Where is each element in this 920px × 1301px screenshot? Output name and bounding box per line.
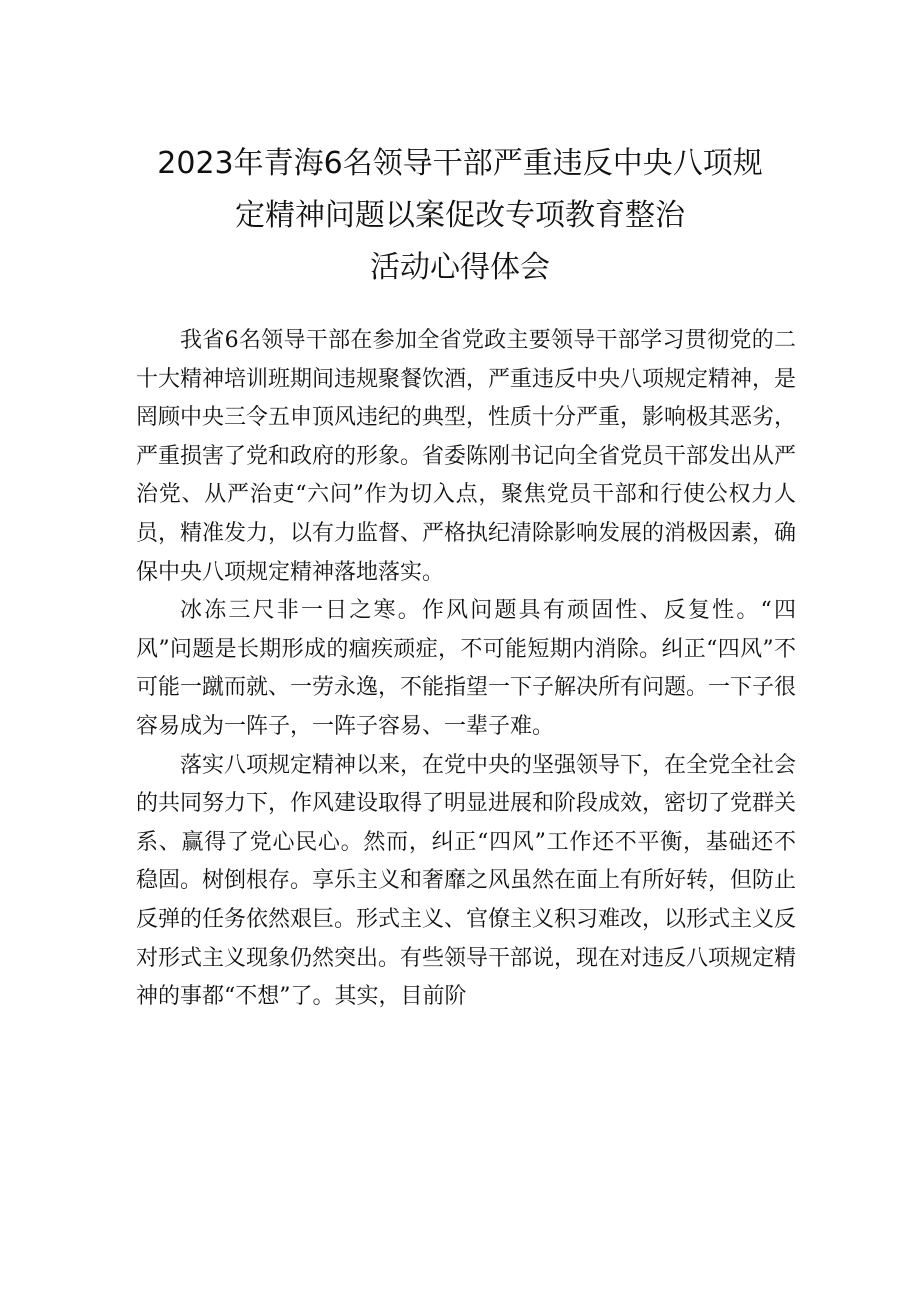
document-title	[0, 138, 920, 294]
title-line-1: 2023年青海6名领导干部严重违反中央八项规	[157, 146, 763, 181]
paragraph-2: 冰冻三尺非一日之寒。作风问题具有顽固性、反复性。“四风”问题是长期形成的痼疾顽症，不可能短期内消除。纠正“四风”不可能一蹴而就、一劳永逸，不能指望一下子解决所有问题。一下子很容易成为一阵子，一阵子容易、一辈子难。	[136, 598, 797, 739]
document-body	[136, 322, 796, 1017]
title-line-2: 定精神问题以案促改专项教育整治	[235, 198, 685, 233]
paragraph-1: 我省6名领导干部在参加全省党政主要领导干部学习贯彻党的二十大精神培训班期间违规聚餐饮酒，严重违反中央八项规定精神，是罔顾中央三令五申顶风违纪的典型，性质十分严重，影响极其恶劣，严重损害了党和政府的形象。省委陈刚书记向全省党员干部发出从严治党、从严治吏“六问”作为切入点，聚焦党员干部和行使公权力人员，精准发力，以有力监督、严格执纪清除影响发展的消极因素，确保中央八项规定精神落地落实。	[136, 328, 797, 585]
paragraph-3: 落实八项规定精神以来，在党中央的坚强领导下，在全党全社会的共同努力下，作风建设取得了明显进展和阶段成效，密切了党群关系、赢得了党心民心。然而，纠正“四风”工作还不平衡，基础还不稳固。树倒根存。享乐主义和奢靡之风虽然在面上有所好转，但防止反弹的任务依然艰巨。形式主义、官僚主义积习难改，以形式主义反对形式主义现象仍然突出。有些领导干部说，现在对违反八项规定精神的事都“不想”了。其实，目前阶	[136, 752, 797, 1010]
title-line-3: 活动心得体会	[370, 250, 550, 285]
